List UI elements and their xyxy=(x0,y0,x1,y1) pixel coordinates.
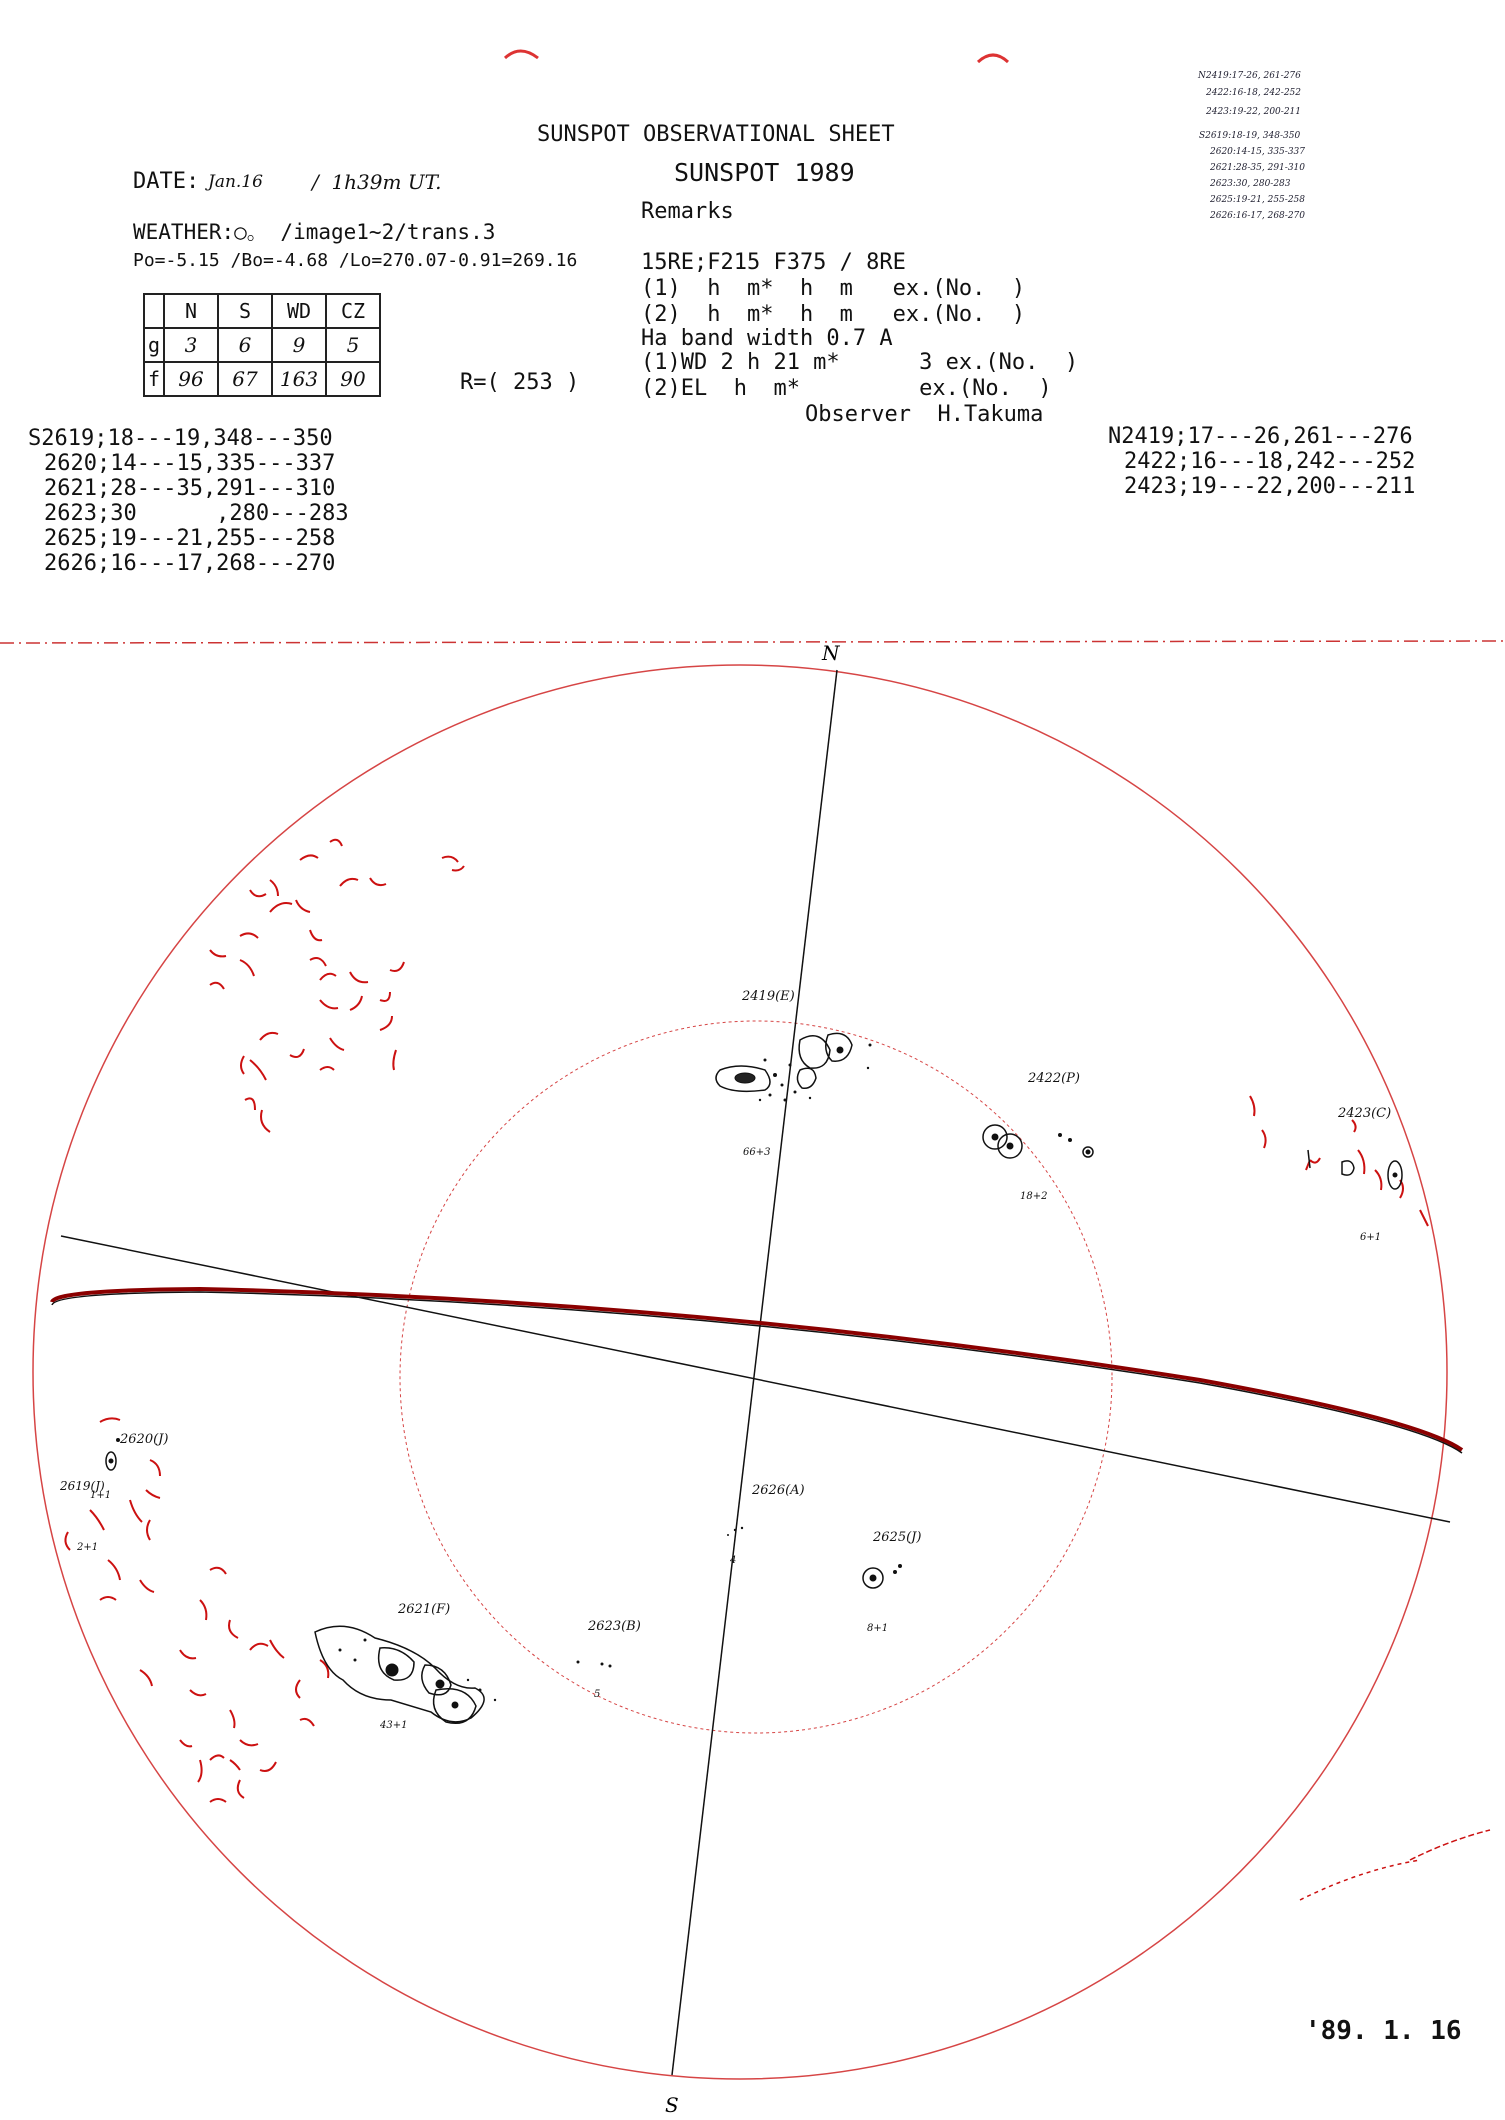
spot-count: 6+1 xyxy=(1360,1232,1382,1243)
table-cell: 9 xyxy=(272,328,326,362)
r-value: R=( 253 ) xyxy=(460,370,580,395)
stamp-date: '89. 1. 16 xyxy=(1305,2016,1462,2046)
north-group-line: N2419;17---26,261---276 xyxy=(1108,424,1413,449)
table-cell: 90 xyxy=(326,362,380,396)
table-cell: 3 xyxy=(164,328,218,362)
table-cell: 67 xyxy=(218,362,272,396)
binder-hole-mark xyxy=(505,51,538,58)
spot-label: 2623(B) xyxy=(588,1619,641,1634)
margin-note: 2623:30, 280-283 xyxy=(1210,179,1291,189)
faculae-ne xyxy=(210,840,464,1132)
south-group-line: 2625;19---21,255---258 xyxy=(44,526,336,551)
margin-note: 2423:19-22, 200-211 xyxy=(1206,107,1302,117)
margin-note: 2621:28-35, 291-310 xyxy=(1210,163,1306,173)
spot-label: 2419(E) xyxy=(742,989,795,1004)
south-mark: S xyxy=(665,2093,679,2117)
spot-label: 2621(F) xyxy=(398,1602,451,1617)
spot-count: 8+1 xyxy=(867,1623,889,1634)
row-label-g: g xyxy=(144,328,164,362)
faculae-bottom-right xyxy=(1300,1830,1490,1900)
sheet-divider xyxy=(0,641,1505,643)
sunspot-group-2621 xyxy=(315,1626,496,1723)
remarks-line: (1)WD 2 h 21 m* 3 ex.(No. ) xyxy=(641,350,1079,375)
sheet-subtitle: SUNSPOT 1989 xyxy=(674,158,855,187)
solar-equator xyxy=(52,1292,1462,1453)
spot-count: 2+1 xyxy=(77,1542,99,1553)
spot-label: 2619(J) xyxy=(60,1479,105,1493)
row-label-f: f xyxy=(144,362,164,396)
south-group-line: 2620;14---15,335---337 xyxy=(44,451,336,476)
time-value: / 1h39m UT. xyxy=(312,170,442,194)
sheet-title: SUNSPOT OBSERVATIONAL SHEET xyxy=(537,122,895,147)
spot-label: 2423(C) xyxy=(1338,1106,1392,1121)
header-s: S xyxy=(218,294,272,328)
remarks-line: Ha band width 0.7 A xyxy=(641,326,893,351)
header-cz: CZ xyxy=(326,294,380,328)
spot-label: 2422(P) xyxy=(1028,1071,1080,1086)
table-cell: 6 xyxy=(218,328,272,362)
solar-equator xyxy=(52,1289,1462,1450)
params-line: Po=-5.15 /Bo=-4.68 /Lo=270.07-0.91=269.16 xyxy=(133,250,578,271)
binder-hole-mark xyxy=(978,55,1008,62)
north-group-line: 2422;16---18,242---252 xyxy=(1124,449,1416,474)
sunspot-group-2625 xyxy=(863,1565,902,1589)
header-wd: WD xyxy=(272,294,326,328)
spot-count: 5 xyxy=(594,1689,601,1700)
header-n: N xyxy=(164,294,218,328)
ecliptic-axis xyxy=(61,1236,1450,1522)
south-group-line: 2626;16---17,268---270 xyxy=(44,551,336,576)
spot-count: 66+3 xyxy=(743,1147,771,1158)
spot-label: 2620(J) xyxy=(120,1432,169,1447)
remarks-line: (2)EL h m* ex.(No. ) xyxy=(641,376,1052,401)
south-group-line: 2621;28---35,291---310 xyxy=(44,476,336,501)
remarks-label: Remarks xyxy=(641,199,734,224)
remarks-line: (1) h m* h m ex.(No. ) xyxy=(641,276,1026,301)
observer-line: Observer H.Takuma xyxy=(805,402,1044,427)
spot-label: 2625(J) xyxy=(873,1530,922,1545)
margin-note: 2620:14-15, 335-337 xyxy=(1210,147,1306,157)
solar-limb xyxy=(33,665,1447,2079)
margin-note: N2419:17-26, 261-276 xyxy=(1198,71,1301,81)
table-cell: 163 xyxy=(272,362,326,396)
table-cell: 96 xyxy=(164,362,218,396)
polar-axis xyxy=(672,670,837,2075)
inner-circle xyxy=(400,1021,1112,1733)
spot-count: 1+1 xyxy=(90,1490,112,1501)
sunspot-group-2620 xyxy=(106,1439,120,1471)
north-mark: N xyxy=(822,641,840,665)
weather-line: WEATHER:○。 /image1~2/trans.3 xyxy=(133,220,496,244)
spot-count: 43+1 xyxy=(380,1720,408,1731)
margin-note: 2625:19-21, 255-258 xyxy=(1210,195,1306,205)
spot-label: 2626(A) xyxy=(752,1483,805,1498)
margin-note: 2626:16-17, 268-270 xyxy=(1210,211,1306,221)
faculae-se xyxy=(65,1418,328,1802)
margin-note: 2422:16-18, 242-252 xyxy=(1206,88,1302,98)
table-cell: 5 xyxy=(326,328,380,362)
north-group-line: 2423;19---22,200---211 xyxy=(1124,474,1416,499)
sunspot-group-2623 xyxy=(577,1661,612,1668)
date-label: DATE: xyxy=(133,169,200,194)
sunspot-group-2423 xyxy=(1308,1150,1402,1189)
remarks-line: 15RE;F215 F375 / 8RE xyxy=(641,250,906,275)
south-group-line: S2619;18---19,348---350 xyxy=(28,426,333,451)
spot-count: 18+2 xyxy=(1020,1191,1048,1202)
margin-note: S2619:18-19, 348-350 xyxy=(1199,131,1301,141)
remarks-line: (2) h m* h m ex.(No. ) xyxy=(641,302,1026,327)
south-group-line: 2623;30 ,280---283 xyxy=(44,501,349,526)
date-value: Jan.16 xyxy=(208,172,263,192)
sunspot-group-2422 xyxy=(983,1125,1093,1158)
spot-count: 4 xyxy=(730,1555,737,1566)
